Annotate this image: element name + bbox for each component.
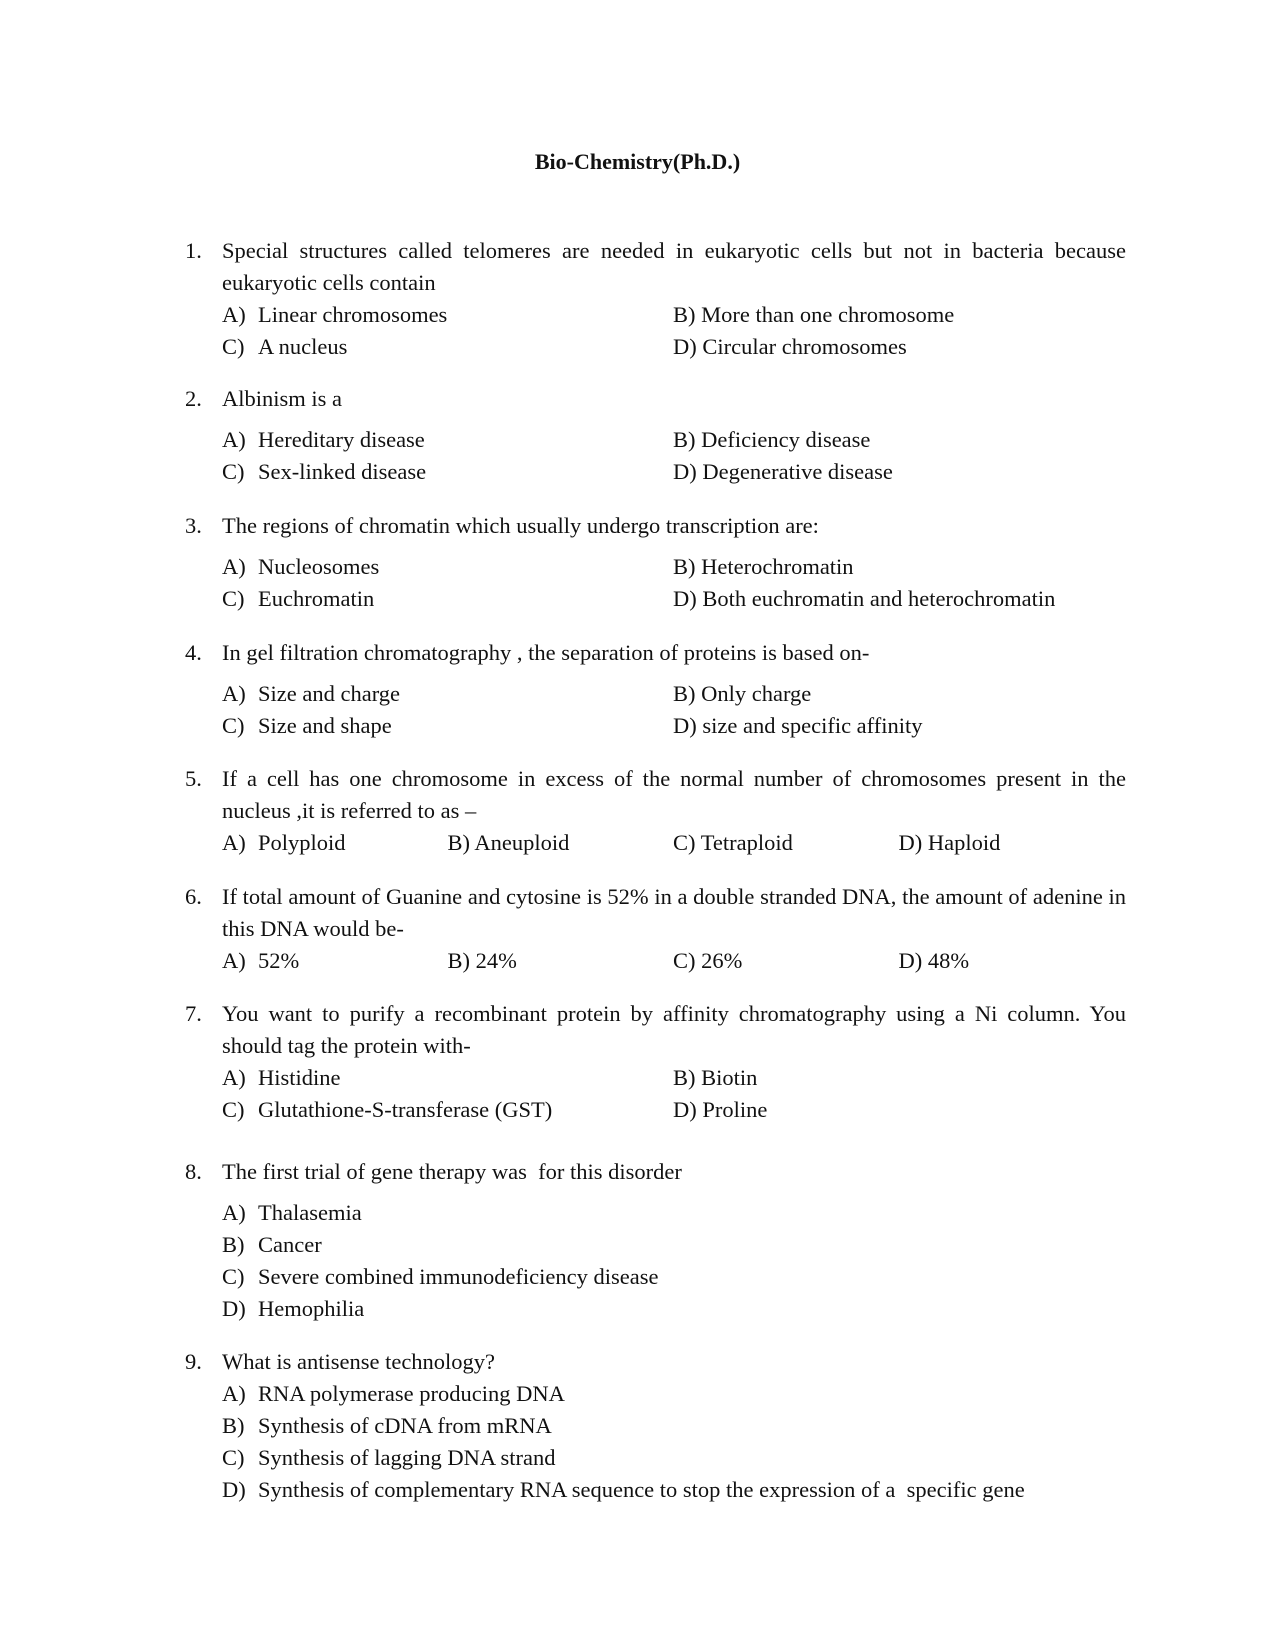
question-text: The first trial of gene therapy was for this disorder [222,1159,682,1184]
option-b: B) 24% [447,948,517,973]
question-text: If total amount of Guanine and cytosine is 52% in a double stranded DNA, the amount of adenine in this DNA would be- [222,884,1126,941]
option-b: B) Synthesis of cDNA from mRNA [222,1413,552,1438]
option-c: C) Euchromatin [222,586,375,611]
option-a: A) Linear chromosomes [222,302,448,327]
option-c: C) Size and shape [222,713,392,738]
option-b: B) Aneuploid [447,830,570,855]
question-7 [185,998,1126,1126]
question-text: In gel filtration chromatography , the separation of proteins is based on- [222,640,870,665]
options [222,945,1126,977]
options [222,551,1126,615]
option-a: A) Nucleosomes [222,554,380,579]
option-d: D) size and specific affinity [673,713,923,738]
option-a: A) Hereditary disease [222,427,425,452]
question-2 [185,383,1126,488]
question-number: 3. [185,513,202,538]
question-text: The regions of chromatin which usually undergo transcription are: [222,513,819,538]
option-c: C) Glutathione-S-transferase (GST) [222,1097,553,1122]
option-b: B) Only charge [673,681,812,706]
options [222,827,1126,859]
option-c: C) Synthesis of lagging DNA strand [222,1445,556,1470]
question-1 [185,235,1126,363]
option-b: B) Deficiency disease [673,427,871,452]
option-a: A) Thalasemia [222,1200,362,1225]
question-number: 9. [185,1349,202,1374]
question-text: Special structures called telomeres are needed in eukaryotic cells but not in bacteria because eukaryotic cells contain [222,238,1126,295]
question-number: 5. [185,766,202,791]
options [222,424,1126,488]
question-text: Albinism is a [222,386,343,411]
option-d: D) Hemophilia [222,1296,365,1321]
option-b: B) Heterochromatin [673,554,854,579]
option-c: C) Tetraploid [673,830,793,855]
option-a: A) Size and charge [222,681,401,706]
option-c: C) Severe combined immunodeficiency disease [222,1264,659,1289]
option-c: C) A nucleus [222,334,348,359]
option-a: A) Polyploid [222,830,346,855]
option-b: B) More than one chromosome [673,302,955,327]
options [222,1378,1126,1506]
option-d: D) Proline [673,1097,768,1122]
option-c: C) 26% [673,948,743,973]
question-number: 1. [185,238,202,263]
question-text: You want to purify a recombinant protein by affinity chromatography using a Ni column. You should tag the protein with- [222,1001,1126,1058]
question-number: 6. [185,884,202,909]
question-8 [185,1156,1126,1325]
option-d: D) Both euchromatin and heterochromatin [673,586,1056,611]
option-c: C) Sex-linked disease [222,459,427,484]
option-d: D) 48% [898,948,970,973]
question-4 [185,637,1126,742]
option-d: D) Degenerative disease [673,459,893,484]
options [222,1197,1126,1325]
question-5 [185,763,1126,859]
question-9 [185,1346,1126,1506]
options [222,1062,1126,1126]
option-d: D) Circular chromosomes [673,334,907,359]
option-a: A) 52% [222,948,300,973]
options [222,678,1126,742]
question-number: 7. [185,1001,202,1026]
option-b: B) Cancer [222,1232,322,1257]
question-text: If a cell has one chromosome in excess of the normal number of chromosomes present in the nucleus ,it is referred to as – [222,766,1126,823]
question-3 [185,510,1126,615]
question-number: 4. [185,640,202,665]
option-d: D) Haploid [898,830,1001,855]
question-text: What is antisense technology? [222,1349,496,1374]
option-b: B) Biotin [673,1065,758,1090]
options [222,299,1126,363]
question-6 [185,881,1126,977]
option-a: A) Histidine [222,1065,341,1090]
option-d: D) Synthesis of complementary RNA sequence to stop the expression of a specific gene [222,1477,1025,1502]
option-a: A) RNA polymerase producing DNA [222,1381,565,1406]
question-number: 2. [185,386,202,411]
page-title: Bio-Chemistry(Ph.D.) [534,149,741,174]
question-number: 8. [185,1159,202,1184]
